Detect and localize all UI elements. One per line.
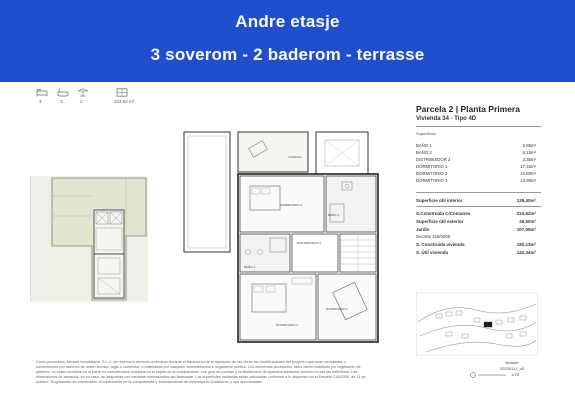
total-row bbox=[416, 227, 536, 232]
room-label-d1: DORMITORIO 1 bbox=[276, 323, 298, 327]
north-arrow-icon bbox=[470, 372, 510, 378]
summary-icons bbox=[36, 88, 146, 104]
total-value: 180,13m² bbox=[516, 242, 536, 247]
total-label: Jardín bbox=[416, 227, 430, 232]
room-area: 3.35m² bbox=[522, 157, 536, 162]
total-label: S. Construida vivienda bbox=[416, 242, 465, 247]
room-row bbox=[416, 143, 536, 148]
terrace-icon bbox=[77, 88, 89, 97]
total-value: 129,40m² bbox=[516, 198, 536, 203]
room-name: DORMITORIO 3 bbox=[416, 178, 448, 183]
room-name: BAÑO 2 bbox=[416, 150, 432, 155]
scale-bar bbox=[470, 372, 519, 378]
room-label-b2: BAÑO 2 bbox=[328, 213, 340, 217]
scale-value: 1/75 bbox=[511, 372, 519, 378]
divider bbox=[416, 192, 541, 193]
room-area: 6.15m² bbox=[522, 150, 536, 155]
room-label-b1: BAÑO 1 bbox=[244, 265, 256, 269]
room-name: BAÑO 1 bbox=[416, 143, 432, 148]
legal-disclaimer: Como promotora, Arrowai Inmobiliaria, S.L.U. se reserva el derecho a efectuar durante el transcurso de la ejecución de las obras las modificaciones del proyecto que sean necesarias o convenientes por razones de orden técnico, legal o comercial, o ordenadas por cualquier administración u organismo público. Los elementos accesorios, tales como mobiliario y/o vegetación de jardines, no están incluidos en la parte no considerados incluidos en el objeto de la compraventa. Los gros de puertas y la distribución de aparatos sanitarios pueden no ser los definitivos. Las dimensiones de armarios, en su caso, se adaptarán con medidas normalizadas del fabricante. Las superficies indicadas están calculadas conforme a lo dispuesto en el Decreto 218/2005, de 11 de octubre, Reglamento de Información al consumidor en la compraventa y arrendamiento de viviendas en Andalucía, y son aproximadas. bbox=[36, 360, 366, 384]
sheet-title: Parcela 2 | Planta Primera bbox=[416, 104, 520, 114]
room-area: 10.80m² bbox=[520, 171, 536, 176]
total-label: S.Construida C/Comunes bbox=[416, 211, 471, 216]
room-area: 5.85m² bbox=[522, 143, 536, 148]
room-area: 17.45m² bbox=[520, 164, 536, 169]
total-value: 224,62m² bbox=[516, 211, 536, 216]
room-row bbox=[416, 150, 536, 155]
total-row bbox=[416, 250, 536, 255]
terrace-label: TERRAZA bbox=[288, 155, 303, 159]
banner-summary: 3 soverom - 2 baderom - terrasse bbox=[150, 45, 425, 64]
floor-plan bbox=[180, 130, 390, 345]
room-label-d3: DORMITORIO 3 bbox=[280, 203, 302, 207]
room-row bbox=[416, 157, 536, 162]
location-map bbox=[416, 292, 538, 356]
version-label: Versión bbox=[505, 360, 519, 365]
room-row bbox=[416, 178, 536, 183]
total-value: 107,05m² bbox=[516, 227, 536, 232]
area-icon bbox=[116, 88, 128, 97]
site-plan bbox=[30, 176, 165, 302]
bathtub-icon bbox=[57, 88, 69, 97]
area-value: 224,62 m² bbox=[114, 99, 135, 104]
total-row bbox=[416, 211, 536, 216]
room-label-dist: DISTRIBUIDOR 2 bbox=[297, 241, 322, 245]
total-label: S. Útil vivienda bbox=[416, 250, 449, 255]
bathrooms-count: 3 bbox=[60, 99, 63, 104]
bed-icon bbox=[36, 88, 48, 97]
terraces-count: 2 bbox=[80, 99, 83, 104]
decree-row bbox=[416, 234, 536, 239]
total-value: 45,50m² bbox=[519, 219, 536, 224]
room-area: 13.90m² bbox=[520, 178, 536, 183]
header-banner bbox=[0, 0, 575, 82]
decree-label: Decreto 218/2005 bbox=[416, 234, 451, 239]
divider bbox=[416, 126, 541, 127]
location-marker-icon bbox=[484, 322, 492, 327]
total-label: Superficie útil interior bbox=[416, 198, 463, 203]
room-name: DISTRIBUIDOR 2 bbox=[416, 157, 451, 162]
total-row bbox=[416, 242, 536, 247]
room-row bbox=[416, 164, 536, 169]
version-code: 20230112_v3 bbox=[500, 366, 524, 371]
total-label: Superficie útil exterior bbox=[416, 219, 464, 224]
room-label-d2: DORMITORIO 2 bbox=[326, 307, 348, 311]
sheet-subtitle: Vivienda 34 - Tipo 4D bbox=[416, 116, 477, 122]
total-value: 142,34m² bbox=[516, 250, 536, 255]
banner-floor-title: Andre etasje bbox=[235, 12, 340, 31]
bedrooms-count: 3 bbox=[39, 99, 42, 104]
areas-section-title: Superficies bbox=[416, 131, 436, 136]
room-row bbox=[416, 171, 536, 176]
total-row bbox=[416, 198, 536, 203]
room-name: DORMITORIO 1 bbox=[416, 164, 448, 169]
divider bbox=[416, 206, 541, 207]
total-row bbox=[416, 219, 536, 224]
room-name: DORMITORIO 2 bbox=[416, 171, 448, 176]
